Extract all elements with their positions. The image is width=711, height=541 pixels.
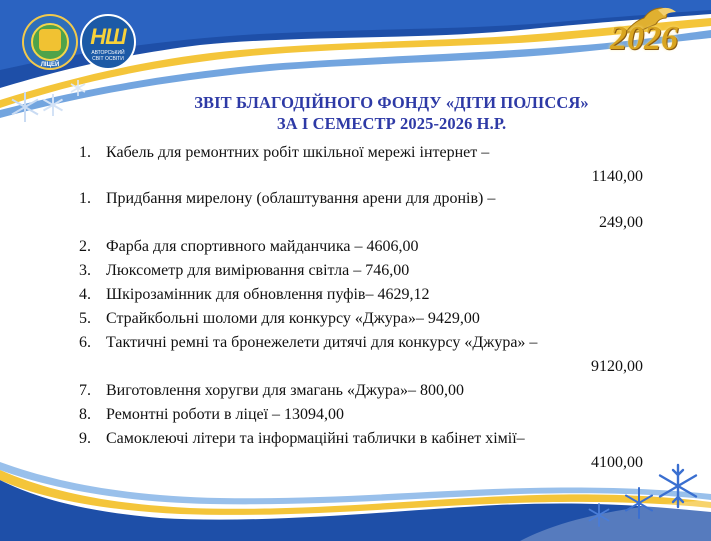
item-amount: 1140,00 [591, 168, 643, 185]
item-amount: 9120,00 [591, 358, 643, 375]
year-badge [608, 6, 704, 70]
item-text: Шкірозамінник для обновлення пуфів– 4629,12 [106, 286, 430, 303]
item-number: 7. [79, 382, 91, 399]
expense-item [0, 286, 711, 310]
item-text: Виготовлення хоругви для змагань «Джура»– 800,00 [106, 382, 465, 399]
item-number: 1. [79, 190, 91, 207]
year-text: 2026 [610, 20, 678, 57]
item-amount: 4100,00 [591, 454, 643, 471]
item-number: 9. [79, 430, 91, 447]
nush-logo [80, 14, 136, 70]
expense-item [0, 382, 711, 406]
item-number: 6. [79, 334, 91, 351]
item-text: Самоклеючі літери та інформаційні таблички в кабінет хімії– [106, 430, 525, 447]
nush-logo-subtitle: АВТОРСЬКИЙ СВІТ ОСВІТИ [91, 50, 125, 62]
expense-item [0, 262, 711, 286]
item-text: Страйкбольні шоломи для конкурсу «Джура»– 9429,00 [106, 310, 480, 327]
expense-item [0, 310, 711, 334]
item-number: 2. [79, 238, 91, 255]
item-number: 1. [79, 144, 91, 161]
expense-item [0, 190, 711, 238]
item-text: Люксометр для вимірювання світла – 746,00 [106, 262, 410, 279]
item-number: 3. [79, 262, 91, 279]
item-text: Ремонтні роботи в ліцеї – 13094,00 [106, 406, 345, 423]
item-text: Тактичні ремні та бронежелети дитячі для конкурсу «Джура» – [106, 334, 538, 351]
item-number: 4. [79, 286, 91, 303]
expense-list [0, 144, 711, 478]
item-text: Фарба для спортивного майданчика – 4606,00 [106, 238, 419, 255]
school-logo [22, 14, 78, 70]
expense-item [0, 430, 711, 478]
item-number: 5. [79, 310, 91, 327]
expense-item [0, 238, 711, 262]
item-number: 8. [79, 406, 91, 423]
report-subtitle: ЗА І СЕМЕСТР 2025-2026 Н.Р. [276, 114, 507, 133]
item-text: Придбання мирелону (облаштування арени для дронів) – [106, 190, 496, 207]
school-logo-emblem [39, 29, 61, 51]
snowflake-icon [622, 486, 656, 520]
expense-item [0, 334, 711, 382]
item-amount: 249,00 [599, 214, 643, 231]
school-logo-text: ЛІЦЕЙ [40, 62, 60, 68]
report-title: ЗВІТ БЛАГОДІЙНОГО ФОНДУ «ДІТИ ПОЛІССЯ» [194, 93, 589, 112]
snowflake-icon [586, 502, 612, 528]
expense-item [0, 144, 711, 190]
item-text: Кабель для ремонтних робіт шкільної мережі інтернет – [106, 144, 490, 161]
nush-logo-mark: НШ [90, 24, 126, 49]
expense-item [0, 406, 711, 430]
